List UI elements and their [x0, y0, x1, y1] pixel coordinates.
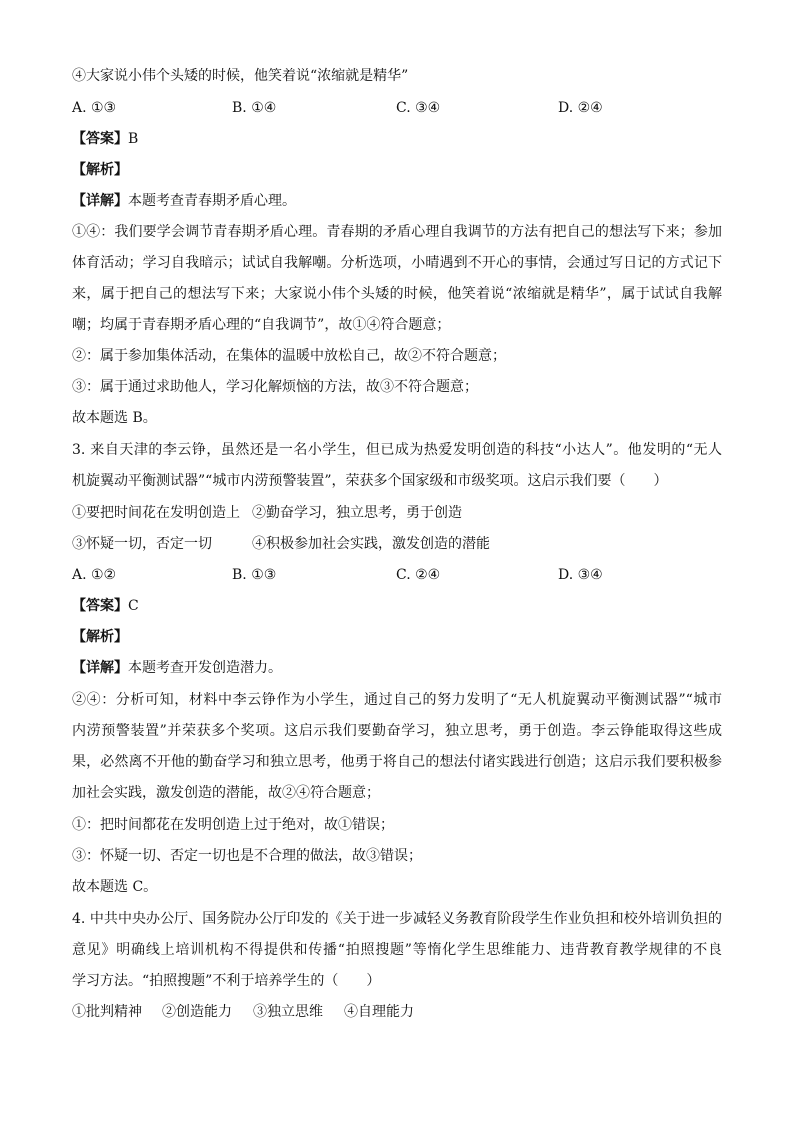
q3-option-d: D. ③④	[558, 567, 603, 583]
q3-stem-line-1: 3. 来自天津的李云铮，虽然还是一名小学生，但已成为热爱发明创造的科技“小达人”。他发明的“无人	[72, 442, 722, 458]
detail-tag: 【详解】	[72, 660, 128, 676]
q3-options	[72, 565, 732, 585]
q3-analysis-tag: 【解析】	[72, 629, 128, 645]
q4-statement-1: ①批判精神	[72, 1004, 142, 1020]
answer-tag: 【答案】	[72, 131, 128, 147]
detail-tag: 【详解】	[72, 193, 128, 209]
q2-explanation-line-3: 来，属于把自己的想法写下来；大家说小伟个头矮的时候，他笑着说“浓缩就是精华”，属于试试自我解	[72, 286, 722, 302]
q2-option-a: A. ①③	[72, 100, 117, 116]
q3-explanation-line-2: 内涝预警装置”并荣获多个奖项。这启示我们要勤奋学习，独立思考，勇于创造。李云铮能取得这些成	[72, 723, 722, 739]
answer-tag: 【答案】	[72, 598, 128, 614]
q2-conclusion: 故本题选 B。	[72, 410, 157, 426]
q2-explanation-line-1: ①④：我们要学会调节青春期矛盾心理。青春期的矛盾心理自我调节的方法有把自己的想法写下来；参加	[72, 224, 722, 240]
q3-detail-line	[72, 658, 722, 678]
q2-stem-item4: ④大家说小伟个头矮的时候，他笑着说“浓缩就是精华”	[72, 68, 409, 84]
q3-statement-1: ①要把时间花在发明创造上	[72, 505, 240, 521]
q4-statement-3: ③独立思维	[253, 1004, 323, 1020]
q3-conclusion: 故本题选 C。	[72, 879, 158, 895]
q2-answer-line	[72, 129, 722, 149]
q3-point-1: ①：把时间都花在发明创造上过于绝对，故①错误；	[72, 817, 394, 833]
q4-stem-line-1: 4. 中共中央办公厅、国务院办公厅印发的《关于进一步减轻义务教育阶段学生作业负担和校外培训负担的	[72, 911, 722, 927]
q3-stem-line-2: 机旋翼动平衡测试器”“城市内涝预警装置”，荣获多个国家级和市级奖项。这启示我们要（ ）	[72, 473, 668, 489]
q3-statements-row-1	[72, 503, 722, 523]
q4-stem-line-3: 学习方法。“拍照搜题”不利于培养学生的（ ）	[72, 973, 381, 989]
q3-statement-4: ④积极参加社会实践，激发创造的潜能	[252, 536, 490, 552]
q2-point-2: ②：属于参加集体活动，在集体的温暖中放松自己，故②不符合题意；	[72, 348, 506, 364]
q4-statements	[72, 1002, 722, 1022]
q3-answer: C	[128, 598, 139, 614]
q3-option-a: A. ①②	[72, 567, 117, 583]
q2-option-d: D. ②④	[558, 100, 603, 116]
q3-answer-line	[72, 596, 722, 616]
q3-explanation-line-3: 果，必然离不开他的勤奋学习和独立思考，他勇于将自己的想法付诸实践进行创造；这启示我们要积极参	[72, 754, 722, 770]
q2-options	[72, 98, 732, 118]
q3-explanation-line-4: 加社会实践，激发创造的潜能，故②④符合题意；	[72, 785, 380, 801]
q3-detail-intro: 本题考查开发创造潜力。	[128, 660, 282, 676]
q3-option-c: C. ②④	[396, 567, 441, 583]
q3-explanation-line-1: ②④：分析可知，材料中李云铮作为小学生，通过自己的努力发明了“无人机旋翼动平衡测试器”“城市	[72, 692, 722, 708]
q3-option-b: B. ①③	[232, 567, 277, 583]
q2-explanation-line-4: 嘲；均属于青春期矛盾心理的“自我调节”，故①④符合题意；	[72, 317, 451, 333]
q2-option-b: B. ①④	[232, 100, 277, 116]
q2-explanation-line-2: 体育活动；学习自我暗示；试试自我解嘲。分析选项，小晴遇到不开心的事情，会通过写日记的方式记下	[72, 255, 722, 271]
q4-statement-2: ②创造能力	[162, 1004, 232, 1020]
q4-statement-4: ④自理能力	[344, 1004, 414, 1020]
q3-statement-2: ②勤奋学习，独立思考，勇于创造	[252, 505, 462, 521]
q2-detail-line	[72, 191, 722, 211]
q2-analysis-tag: 【解析】	[72, 162, 128, 178]
q2-point-3: ③：属于通过求助他人，学习化解烦恼的方法，故③不符合题意；	[72, 379, 478, 395]
q3-statements-row-2	[72, 534, 722, 554]
q3-point-3: ③：怀疑一切、否定一切也是不合理的做法，故③错误；	[72, 848, 422, 864]
q2-answer: B	[128, 131, 139, 147]
q2-option-c: C. ③④	[396, 100, 441, 116]
q4-stem-line-2: 意见》明确线上培训机构不得提供和传播“拍照搜题”等惰化学生思维能力、违背教育教学规律的不良	[72, 942, 722, 958]
q2-detail-intro: 本题考查青春期矛盾心理。	[128, 193, 296, 209]
q3-statement-3: ③怀疑一切，否定一切	[72, 536, 212, 552]
